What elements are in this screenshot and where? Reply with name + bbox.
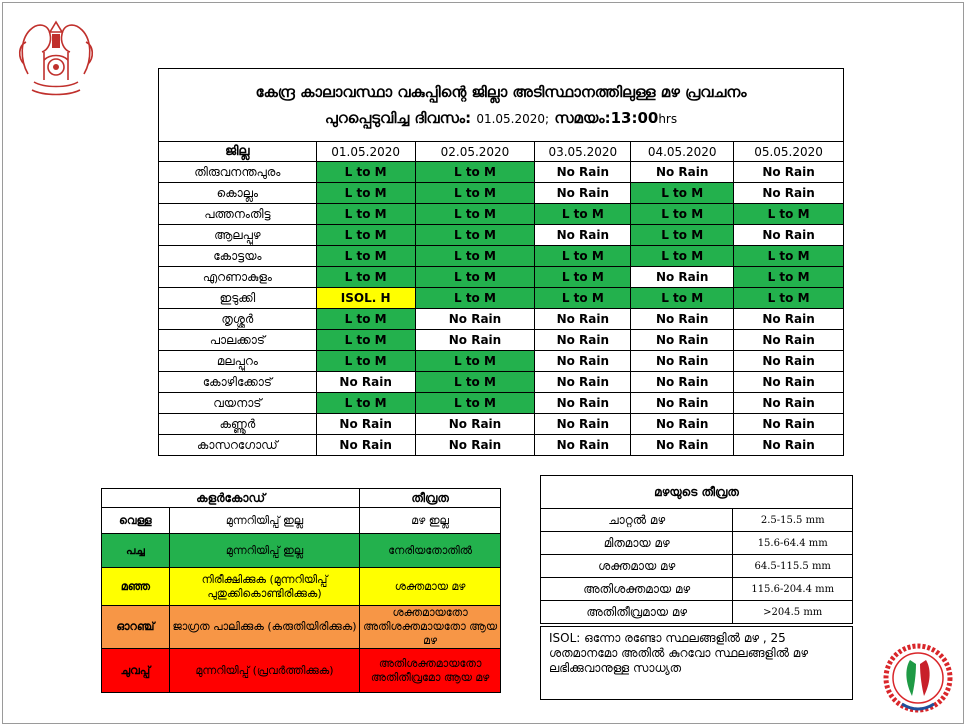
color-code-advice-cell: മുന്നറിയിപ്പ് ഇല്ല xyxy=(169,508,359,534)
table-row xyxy=(159,435,844,456)
table-row xyxy=(541,601,853,624)
issued-date: 01.05.2020; xyxy=(476,111,550,126)
forecast-cell: No Rain xyxy=(734,393,844,414)
table-row xyxy=(159,267,844,288)
rain-intensity-table xyxy=(540,475,853,624)
forecast-cell: No Rain xyxy=(631,414,734,435)
rain-type-cell: ശക്തമായ മഴ xyxy=(541,555,733,578)
forecast-cell: No Rain xyxy=(631,435,734,456)
color-code-intensity-cell: ശക്തമായതോ അതിശക്തമായതോ ആയ മഴ xyxy=(360,606,501,649)
rain-type-cell: മിതമായ മഴ xyxy=(541,532,733,555)
forecast-cell: No Rain xyxy=(631,267,734,288)
forecast-cell: L to M xyxy=(734,267,844,288)
issue-info xyxy=(159,105,843,132)
table-row xyxy=(102,568,501,606)
forecast-cell: No Rain xyxy=(734,330,844,351)
time-unit: hrs xyxy=(658,111,678,126)
district-name-cell: മലപ്പുറം xyxy=(159,351,317,372)
rain-type-cell: അതിതീവ്രമായ മഴ xyxy=(541,601,733,624)
color-code-header-row xyxy=(102,489,501,508)
color-code-intensity-cell: മഴ ഇല്ല xyxy=(360,508,501,534)
color-code-table xyxy=(101,488,501,693)
table-row xyxy=(541,555,853,578)
forecast-cell: L to M xyxy=(415,225,535,246)
table-row xyxy=(159,393,844,414)
table-row xyxy=(159,183,844,204)
forecast-cell: L to M xyxy=(316,330,415,351)
color-code-color-cell: മഞ്ഞ xyxy=(102,568,170,606)
table-row xyxy=(102,649,501,693)
forecast-cell: L to M xyxy=(316,204,415,225)
table-row xyxy=(102,606,501,649)
forecast-cell: L to M xyxy=(631,225,734,246)
date-column-header: 05.05.2020 xyxy=(734,142,844,162)
rain-range-cell: 2.5-15.5 mm xyxy=(733,509,853,532)
forecast-cell: No Rain xyxy=(734,351,844,372)
district-name-cell: തിരുവനന്തപുരം xyxy=(159,162,317,183)
table-row xyxy=(159,246,844,267)
forecast-cell: L to M xyxy=(316,351,415,372)
forecast-cell: No Rain xyxy=(734,309,844,330)
forecast-cell: No Rain xyxy=(415,414,535,435)
district-name-cell: ആലപ്പുഴ xyxy=(159,225,317,246)
forecast-cell: L to M xyxy=(631,246,734,267)
rain-range-cell: 15.6-64.4 mm xyxy=(733,532,853,555)
district-name-cell: വയനാട് xyxy=(159,393,317,414)
color-code-intensity-cell: അതിശക്തമായതോ അതിതീവ്രമോ ആയ മഴ xyxy=(360,649,501,693)
district-name-cell: കോട്ടയം xyxy=(159,246,317,267)
forecast-cell: No Rain xyxy=(535,435,631,456)
forecast-cell: L to M xyxy=(415,351,535,372)
table-row xyxy=(541,509,853,532)
forecast-cell: L to M xyxy=(415,204,535,225)
district-name-cell: പത്തനംതിട്ട xyxy=(159,204,317,225)
forecast-cell: L to M xyxy=(415,393,535,414)
forecast-cell: No Rain xyxy=(415,435,535,456)
disaster-management-authority-logo-icon xyxy=(882,640,954,720)
forecast-cell: No Rain xyxy=(415,309,535,330)
color-code-advice-cell: മുന്നറിയിപ്പ് (പ്രവർത്തിക്കുക) xyxy=(169,649,359,693)
forecast-cell: L to M xyxy=(415,246,535,267)
district-forecast-table xyxy=(158,68,844,456)
forecast-cell: No Rain xyxy=(631,372,734,393)
color-code-color-cell: പച്ച xyxy=(102,534,170,568)
color-code-advice-cell: ജാഗ്രത പാലിക്കുക (കരുതിയിരിക്കുക) xyxy=(169,606,359,649)
table-row xyxy=(541,532,853,555)
forecast-cell: No Rain xyxy=(535,225,631,246)
forecast-cell: No Rain xyxy=(316,372,415,393)
district-name-cell: തൃശ്ശൂർ xyxy=(159,309,317,330)
table-row xyxy=(159,414,844,435)
forecast-cell: L to M xyxy=(631,288,734,309)
forecast-cell: No Rain xyxy=(631,162,734,183)
forecast-cell: L to M xyxy=(316,393,415,414)
rain-range-cell: 115.6-204.4 mm xyxy=(733,578,853,601)
forecast-cell: L to M xyxy=(415,183,535,204)
forecast-cell: L to M xyxy=(535,246,631,267)
rain-intensity-header: മഴയുടെ തീവ്രത xyxy=(541,476,853,509)
intensity-header: തീവ്രത xyxy=(360,489,501,508)
district-name-cell: കാസറഗോഡ് xyxy=(159,435,317,456)
table-row xyxy=(159,309,844,330)
table-row xyxy=(159,351,844,372)
forecast-cell: L to M xyxy=(316,246,415,267)
forecast-cell: No Rain xyxy=(535,309,631,330)
table-row xyxy=(159,225,844,246)
forecast-cell: No Rain xyxy=(631,351,734,372)
time-value: 13:00 xyxy=(610,108,659,127)
forecast-cell: L to M xyxy=(415,162,535,183)
forecast-cell: No Rain xyxy=(734,435,844,456)
forecast-cell: ISOL. H xyxy=(316,288,415,309)
color-code-header: കളർകോഡ് xyxy=(102,489,360,508)
color-code-color-cell: വെള്ള xyxy=(102,508,170,534)
forecast-cell: No Rain xyxy=(631,393,734,414)
forecast-cell: L to M xyxy=(734,246,844,267)
rain-type-cell: അതിശക്തമായ മഴ xyxy=(541,578,733,601)
forecast-cell: No Rain xyxy=(734,414,844,435)
forecast-cell: L to M xyxy=(734,288,844,309)
forecast-cell: No Rain xyxy=(535,162,631,183)
forecast-cell: L to M xyxy=(316,309,415,330)
forecast-cell: L to M xyxy=(415,267,535,288)
date-column-header: 03.05.2020 xyxy=(535,142,631,162)
forecast-cell: No Rain xyxy=(535,372,631,393)
table-row xyxy=(102,508,501,534)
district-name-cell: ഇടുക്കി xyxy=(159,288,317,309)
date-column-header: 02.05.2020 xyxy=(415,142,535,162)
forecast-cell: L to M xyxy=(631,204,734,225)
forecast-cell: L to M xyxy=(316,183,415,204)
rain-range-cell: 64.5-115.5 mm xyxy=(733,555,853,578)
district-name-cell: എറണാകുളം xyxy=(159,267,317,288)
rain-range-cell: >204.5 mm xyxy=(733,601,853,624)
date-column-header: 04.05.2020 xyxy=(631,142,734,162)
table-row xyxy=(541,578,853,601)
forecast-cell: L to M xyxy=(734,204,844,225)
forecast-cell: No Rain xyxy=(316,435,415,456)
rain-type-cell: ചാറ്റൽ മഴ xyxy=(541,509,733,532)
forecast-cell: No Rain xyxy=(734,372,844,393)
isol-note: ISOL: ഒന്നോ രണ്ടോ സ്ഥലങ്ങളിൽ മഴ , 25 ശതമാനമോ അതിൽ കുറവോ സ്ഥലങ്ങളിൽ മഴ ലഭിക്കുവാനുള്ള സാധ്യത xyxy=(540,626,853,700)
forecast-cell: No Rain xyxy=(734,162,844,183)
color-code-color-cell: ഓറഞ്ച് xyxy=(102,606,170,649)
forecast-cell: L to M xyxy=(535,288,631,309)
forecast-cell: No Rain xyxy=(535,393,631,414)
forecast-cell: No Rain xyxy=(535,183,631,204)
table-row xyxy=(159,162,844,183)
forecast-cell: L to M xyxy=(316,267,415,288)
forecast-cell: L to M xyxy=(535,204,631,225)
district-name-cell: കൊല്ലം xyxy=(159,183,317,204)
table-row xyxy=(159,372,844,393)
forecast-cell: L to M xyxy=(316,225,415,246)
forecast-cell: L to M xyxy=(316,162,415,183)
forecast-cell: L to M xyxy=(415,372,535,393)
forecast-cell: No Rain xyxy=(535,351,631,372)
forecast-cell: No Rain xyxy=(631,330,734,351)
color-code-intensity-cell: ശക്തമായ മഴ xyxy=(360,568,501,606)
forecast-cell: No Rain xyxy=(535,414,631,435)
color-code-advice-cell: നിരീക്ഷിക്കുക (മുന്നറിയിപ്പ് പുതുക്കികൊണ്ടിരിക്കുക) xyxy=(169,568,359,606)
district-column-header: ജില്ല xyxy=(159,142,317,162)
forecast-cell: No Rain xyxy=(316,414,415,435)
forecast-cell: No Rain xyxy=(734,183,844,204)
table-row xyxy=(159,204,844,225)
date-column-header: 01.05.2020 xyxy=(316,142,415,162)
forecast-header-row xyxy=(159,142,844,162)
forecast-cell: No Rain xyxy=(631,309,734,330)
forecast-title: കേന്ദ്ര കാലാവസ്ഥാ വകുപ്പിന്റെ ജില്ലാ അടിസ്ഥാനത്തിലുള്ള മഴ പ്രവചനം xyxy=(255,82,747,101)
time-label: സമയം: xyxy=(554,108,611,127)
forecast-cell: No Rain xyxy=(734,225,844,246)
issued-label: പുറപ്പെടുവിച്ച ദിവസം: xyxy=(324,108,472,127)
forecast-cell: L to M xyxy=(535,267,631,288)
color-code-advice-cell: മുന്നറിയിപ്പ് ഇല്ല xyxy=(169,534,359,568)
color-code-intensity-cell: നേരിയതോതിൽ xyxy=(360,534,501,568)
district-name-cell: പാലക്കാട് xyxy=(159,330,317,351)
table-row xyxy=(159,288,844,309)
color-code-color-cell: ചുവപ്പ് xyxy=(102,649,170,693)
forecast-cell: No Rain xyxy=(415,330,535,351)
table-row xyxy=(159,330,844,351)
forecast-cell: No Rain xyxy=(535,330,631,351)
district-name-cell: കോഴിക്കോട് xyxy=(159,372,317,393)
table-row xyxy=(102,534,501,568)
forecast-title-block xyxy=(159,69,844,142)
forecast-cell: L to M xyxy=(415,288,535,309)
forecast-cell: L to M xyxy=(631,183,734,204)
kerala-state-emblem-icon xyxy=(14,12,98,104)
district-name-cell: കണ്ണൂർ xyxy=(159,414,317,435)
